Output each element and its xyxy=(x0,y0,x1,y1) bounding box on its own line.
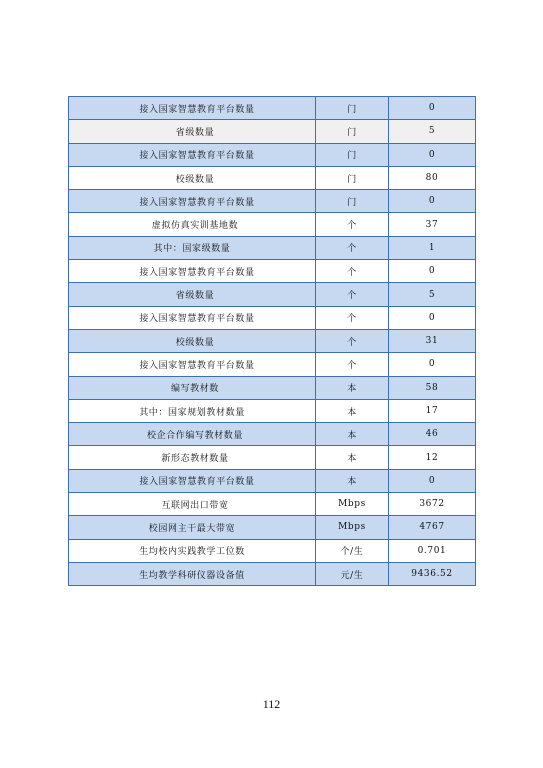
row-name-cell: 校级数量 xyxy=(69,166,316,189)
table-row xyxy=(69,539,476,562)
row-unit-cell: 个 xyxy=(316,213,389,236)
row-value-cell: 0 xyxy=(389,260,476,283)
row-name-cell: 校企合作编写教材数量 xyxy=(69,423,316,446)
row-name-cell: 接入国家智慧教育平台数量 xyxy=(69,260,316,283)
row-value-cell: 5 xyxy=(389,283,476,306)
row-value-cell: 5 xyxy=(389,120,476,143)
row-name-cell: 校园网主干最大带宽 xyxy=(69,516,316,539)
row-value-cell: 0 xyxy=(389,353,476,376)
row-unit-cell: 个 xyxy=(316,329,389,352)
row-value-cell: 46 xyxy=(389,423,476,446)
row-value-cell: 0.701 xyxy=(389,539,476,562)
row-unit-cell: 门 xyxy=(316,120,389,143)
row-name-cell: 其中：国家级数量 xyxy=(69,236,316,259)
table-row xyxy=(69,516,476,539)
table-row xyxy=(69,120,476,143)
row-unit-cell: 本 xyxy=(316,446,389,469)
row-name-cell: 新形态教材数量 xyxy=(69,446,316,469)
table-row xyxy=(69,329,476,352)
row-unit-cell: 元/生 xyxy=(316,562,389,585)
row-name-cell: 编写教材数 xyxy=(69,376,316,399)
table-row xyxy=(69,143,476,166)
row-value-cell: 0 xyxy=(389,469,476,492)
table-row xyxy=(69,446,476,469)
row-name-cell: 省级数量 xyxy=(69,120,316,143)
table-row xyxy=(69,166,476,189)
row-name-cell: 其中：国家规划教材数量 xyxy=(69,399,316,422)
row-value-cell: 12 xyxy=(389,446,476,469)
row-value-cell: 31 xyxy=(389,329,476,352)
row-name-cell: 生均教学科研仪器设备值 xyxy=(69,562,316,585)
statistics-table xyxy=(68,96,476,586)
row-name-cell: 接入国家智慧教育平台数量 xyxy=(69,469,316,492)
table-row xyxy=(69,353,476,376)
row-name-cell: 接入国家智慧教育平台数量 xyxy=(69,143,316,166)
row-value-cell: 0 xyxy=(389,306,476,329)
page-number: 112 xyxy=(262,697,281,711)
row-value-cell: 0 xyxy=(389,143,476,166)
row-value-cell: 58 xyxy=(389,376,476,399)
row-unit-cell: 门 xyxy=(316,166,389,189)
table-row xyxy=(69,190,476,213)
row-value-cell: 17 xyxy=(389,399,476,422)
table-row xyxy=(69,306,476,329)
row-unit-cell: 个 xyxy=(316,353,389,376)
row-unit-cell: 个/生 xyxy=(316,539,389,562)
table-body xyxy=(69,97,476,586)
row-name-cell: 校级数量 xyxy=(69,329,316,352)
row-name-cell: 生均校内实践教学工位数 xyxy=(69,539,316,562)
table-row xyxy=(69,97,476,120)
row-unit-cell: 本 xyxy=(316,469,389,492)
row-unit-cell: 个 xyxy=(316,283,389,306)
row-name-cell: 互联网出口带宽 xyxy=(69,493,316,516)
row-value-cell: 3672 xyxy=(389,493,476,516)
table-row xyxy=(69,399,476,422)
table-row xyxy=(69,423,476,446)
row-value-cell: 80 xyxy=(389,166,476,189)
row-unit-cell: 门 xyxy=(316,143,389,166)
row-unit-cell: 本 xyxy=(316,376,389,399)
table-row xyxy=(69,213,476,236)
row-unit-cell: 门 xyxy=(316,190,389,213)
row-name-cell: 虚拟仿真实训基地数 xyxy=(69,213,316,236)
row-unit-cell: 本 xyxy=(316,423,389,446)
row-unit-cell: 个 xyxy=(316,236,389,259)
row-name-cell: 接入国家智慧教育平台数量 xyxy=(69,306,316,329)
row-name-cell: 接入国家智慧教育平台数量 xyxy=(69,190,316,213)
table-row xyxy=(69,469,476,492)
row-value-cell: 37 xyxy=(389,213,476,236)
row-unit-cell: Mbps xyxy=(316,516,389,539)
row-value-cell: 1 xyxy=(389,236,476,259)
row-name-cell: 接入国家智慧教育平台数量 xyxy=(69,97,316,120)
row-value-cell: 9436.52 xyxy=(389,562,476,585)
row-unit-cell: 个 xyxy=(316,260,389,283)
table-row xyxy=(69,562,476,585)
table-row xyxy=(69,260,476,283)
row-name-cell: 省级数量 xyxy=(69,283,316,306)
row-value-cell: 0 xyxy=(389,97,476,120)
table-row xyxy=(69,283,476,306)
table-row xyxy=(69,236,476,259)
row-value-cell: 4767 xyxy=(389,516,476,539)
row-unit-cell: 个 xyxy=(316,306,389,329)
table-row xyxy=(69,376,476,399)
row-unit-cell: 门 xyxy=(316,97,389,120)
row-unit-cell: 本 xyxy=(316,399,389,422)
row-value-cell: 0 xyxy=(389,190,476,213)
row-name-cell: 接入国家智慧教育平台数量 xyxy=(69,353,316,376)
table-row xyxy=(69,493,476,516)
row-unit-cell: Mbps xyxy=(316,493,389,516)
